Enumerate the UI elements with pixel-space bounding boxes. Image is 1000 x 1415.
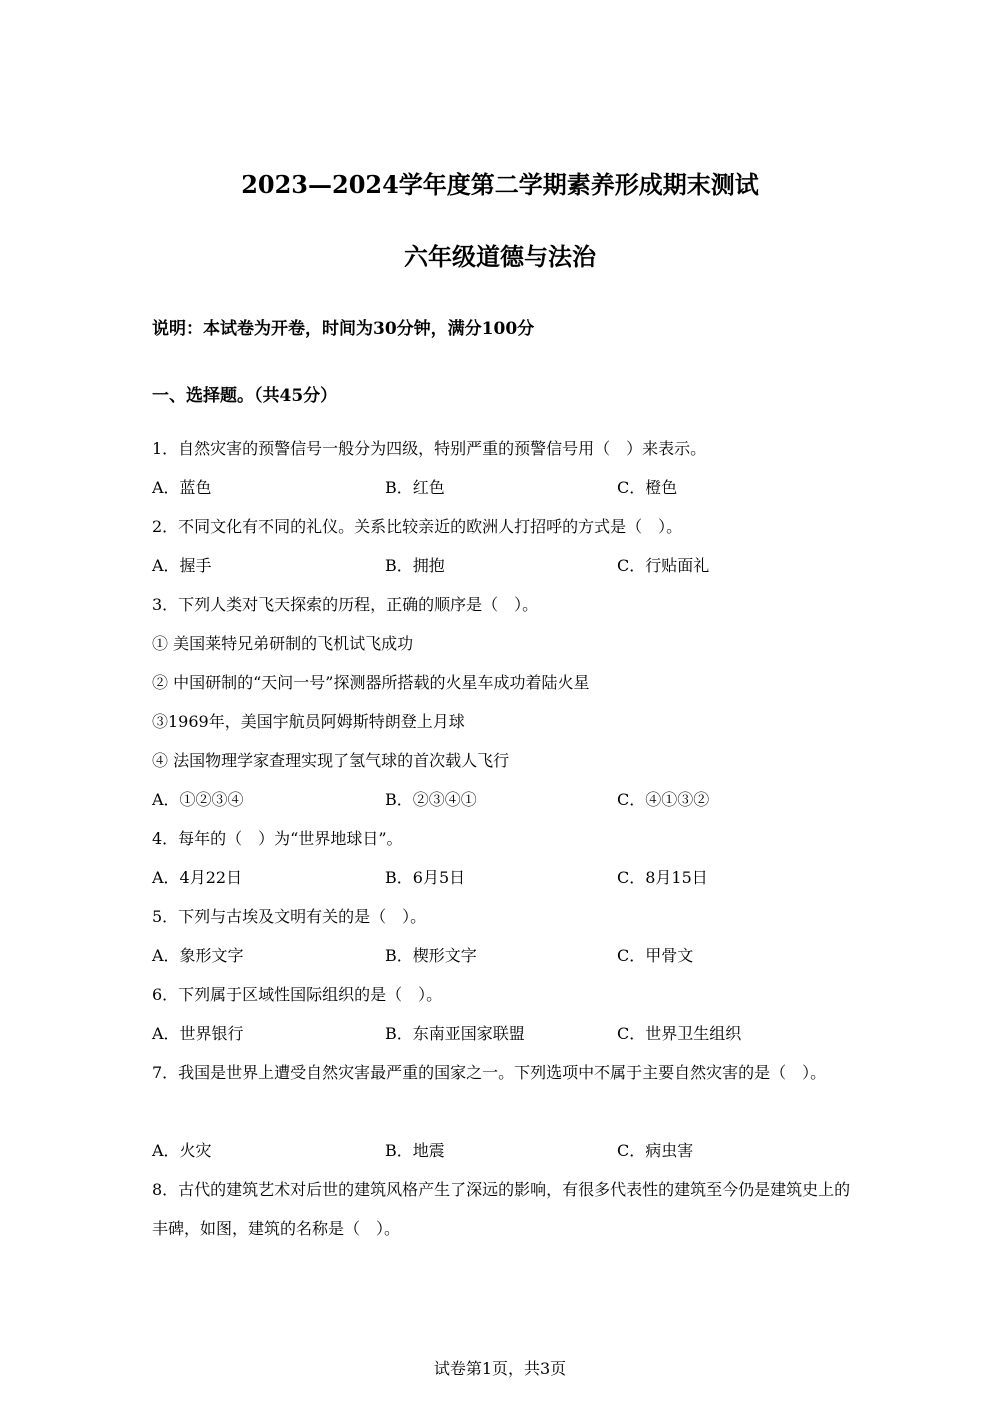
question-8: 8．古代的建筑艺术对后世的建筑风格产生了深远的影响，有很多代表性的建筑至今仍是建筑史上的丰碑，如图，建筑的名称是（ ）。 <box>152 1180 851 1238</box>
option-c: C．世界卫生组织 <box>617 1024 742 1043</box>
question-4: 4．每年的（ ）为“世界地球日”。 <box>152 829 403 848</box>
option-c: C．橙色 <box>617 478 678 497</box>
question-6-options <box>152 1022 852 1046</box>
question-3-item-3: ③1969年，美国宇航员阿姆斯特朗登上月球 <box>152 712 465 731</box>
option-b: B．地震 <box>385 1141 445 1160</box>
option-c: C．病虫害 <box>617 1141 694 1160</box>
option-a: A．握手 <box>152 556 212 575</box>
option-b: B．楔形文字 <box>385 946 477 965</box>
exam-subtitle: 六年级道德与法治 <box>404 242 596 271</box>
option-c: C．④①③② <box>617 790 710 809</box>
question-5-options <box>152 944 852 968</box>
question-3-item-4: ④ 法国物理学家查理实现了氢气球的首次载人飞行 <box>152 751 510 770</box>
question-2: 2．不同文化有不同的礼仪。关系比较亲近的欧洲人打招呼的方式是（ ）。 <box>152 517 683 536</box>
question-2-options <box>152 554 852 578</box>
question-6: 6．下列属于区域性国际组织的是（ ）。 <box>152 985 443 1004</box>
question-3-item-2: ② 中国研制的“天问一号”探测器所搭载的火星车成功着陆火星 <box>152 673 590 692</box>
question-3: 3．下列人类对飞天探索的历程，正确的顺序是（ ）。 <box>152 595 539 614</box>
option-a: A．火灾 <box>152 1141 212 1160</box>
question-5: 5．下列与古埃及文明有关的是（ ）。 <box>152 907 427 926</box>
option-b: B．红色 <box>385 478 445 497</box>
option-c: C．行贴面礼 <box>617 556 710 575</box>
option-b: B．②③④① <box>385 790 477 809</box>
option-b: B．拥抱 <box>385 556 445 575</box>
question-4-options <box>152 866 852 890</box>
question-3-options <box>152 788 852 812</box>
question-7: 7．我国是世界上遭受自然灾害最严重的国家之一。下列选项中不属于主要自然灾害的是（ ）。 <box>152 1063 827 1082</box>
option-c: C．8月15日 <box>617 868 708 887</box>
option-b: B．东南亚国家联盟 <box>385 1024 525 1043</box>
question-1: 1．自然灾害的预警信号一般分为四级，特别严重的预警信号用（ ）来表示。 <box>152 439 707 458</box>
section-heading: 一、选择题。（共45分） <box>152 386 338 406</box>
option-a: A．4月22日 <box>152 868 243 887</box>
option-a: A．世界银行 <box>152 1024 244 1043</box>
option-a: A．①②③④ <box>152 790 244 809</box>
option-a: A．象形文字 <box>152 946 244 965</box>
option-b: B．6月5日 <box>385 868 466 887</box>
option-c: C．甲骨文 <box>617 946 694 965</box>
question-7-options <box>152 1139 852 1163</box>
exam-note: 说明：本试卷为开卷，时间为30分钟，满分100分 <box>152 319 535 339</box>
option-a: A．蓝色 <box>152 478 212 497</box>
page-footer: 试卷第1页，共3页 <box>433 1359 567 1378</box>
exam-title: 2023—2024学年度第二学期素养形成期末测试 <box>241 170 759 199</box>
question-1-options <box>152 476 852 500</box>
question-3-item-1: ① 美国莱特兄弟研制的飞机试飞成功 <box>152 634 414 653</box>
